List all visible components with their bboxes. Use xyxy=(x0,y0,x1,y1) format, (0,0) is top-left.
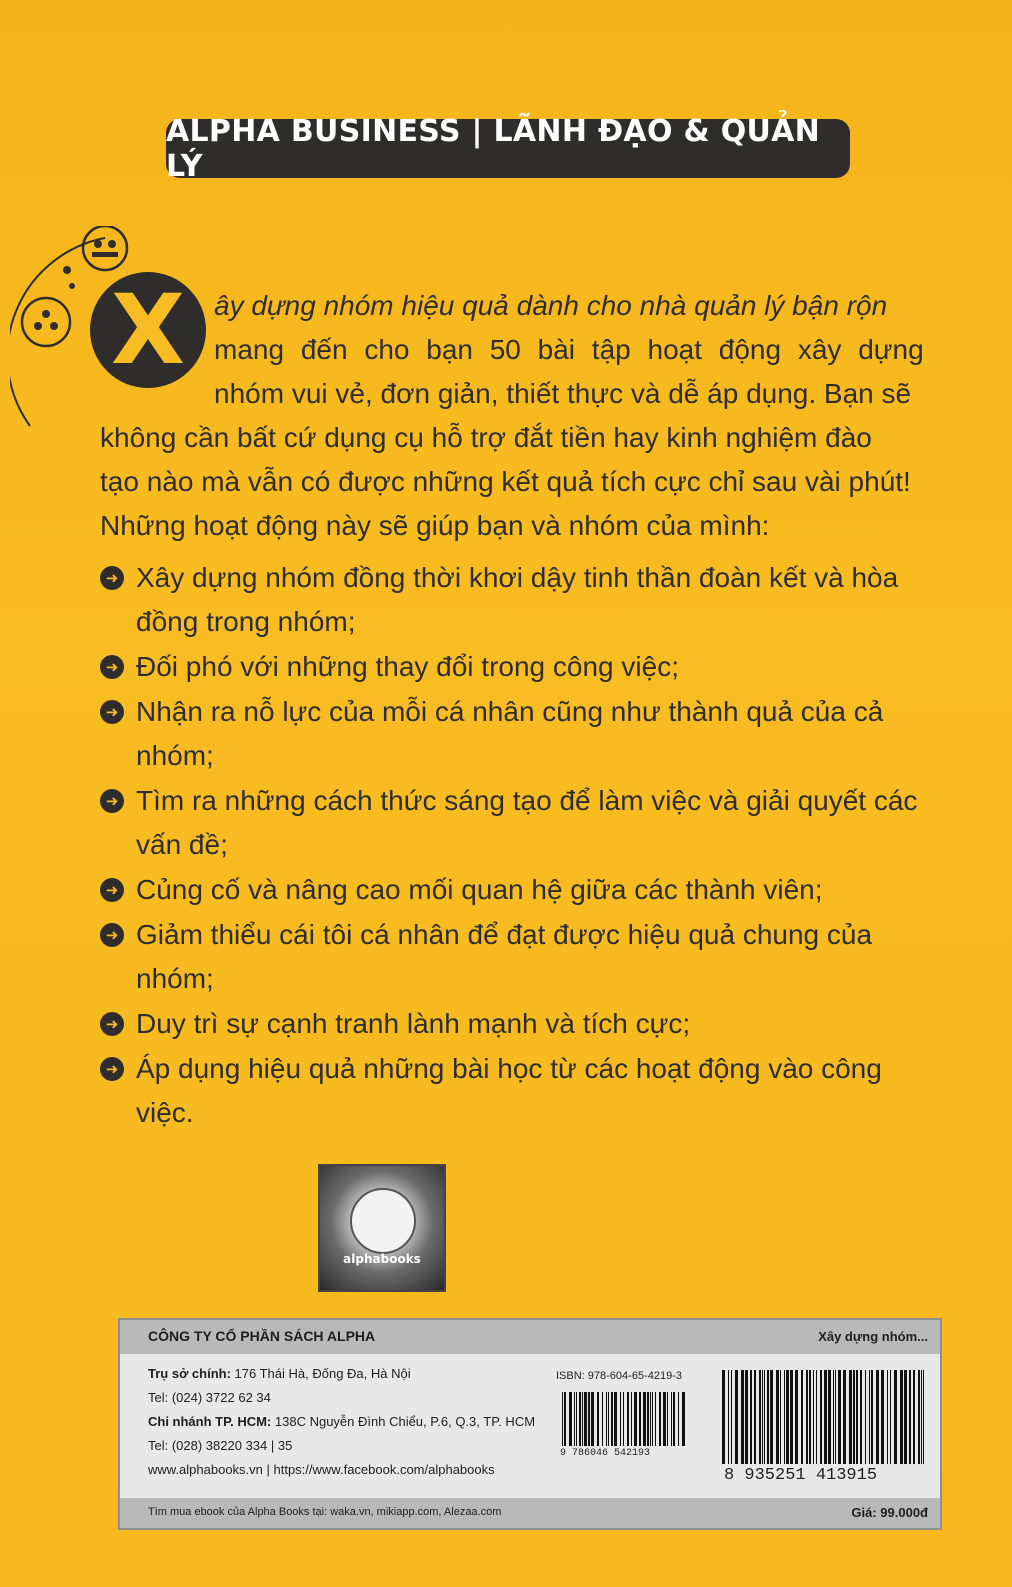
barcode-bar xyxy=(806,1370,808,1464)
arrow-right-icon: ➜ xyxy=(100,1057,124,1081)
barcode-bar xyxy=(835,1370,836,1464)
barcode-bar xyxy=(671,1392,672,1446)
barcode-bar xyxy=(767,1370,769,1464)
websites: www.alphabooks.vn | https://www.facebook.com/alphabooks xyxy=(148,1462,495,1477)
list-item: ➜ Giảm thiểu cái tôi cá nhân để đạt được hiệu quả chung của nhóm; xyxy=(100,913,920,1001)
intro-line-4: không cần bất cứ dụng cụ hỗ trợ đắt tiền hay kinh nghiệm đào xyxy=(100,422,872,453)
barcode-bar xyxy=(890,1370,891,1464)
barcode-bar xyxy=(602,1392,603,1446)
isbn: ISBN: 978-604-65-4219-3 xyxy=(556,1370,682,1382)
barcode-bar xyxy=(900,1370,903,1464)
ebook-note: Tìm mua ebook của Alpha Books tại: waka.vn, mikiapp.com, Alezaa.com xyxy=(148,1506,502,1518)
barcode-bar xyxy=(728,1370,729,1464)
barcode-bar xyxy=(735,1370,738,1464)
barcode-bar xyxy=(828,1370,831,1464)
branch-phone: Tel: (028) 38220 334 | 35 xyxy=(148,1438,293,1453)
barcode-bar xyxy=(876,1370,879,1464)
barcode-bar xyxy=(813,1370,814,1464)
barcode-bar xyxy=(843,1370,846,1464)
hq-address: Trụ sở chính: 176 Thái Hà, Đống Đa, Hà Nội xyxy=(148,1366,411,1381)
barcode-bar xyxy=(904,1370,907,1464)
barcode-bar xyxy=(608,1392,609,1446)
ean-barcode xyxy=(720,1370,926,1464)
barcode-bar xyxy=(741,1370,744,1464)
isbn-barcode xyxy=(560,1392,688,1446)
barcode-bar xyxy=(667,1392,668,1446)
list-item: ➜ Xây dựng nhóm đồng thời khơi dậy tinh thần đoàn kết và hòa đồng trong nhóm; xyxy=(100,556,920,644)
barcode-bar xyxy=(639,1392,641,1446)
branch-address: Chi nhánh TP. HCM: 138C Nguyễn Đình Chiểu, P.6, Q.3, TP. HCM xyxy=(148,1414,536,1429)
intro-line-5: tạo nào mà vẫn có được những kết quả tích cực chỉ sau vài phút! xyxy=(100,466,911,497)
arrow-right-icon: ➜ xyxy=(100,878,124,902)
barcode-bar xyxy=(606,1392,607,1446)
list-item: ➜ Nhận ra nỗ lực của mỗi cá nhân cũng như thành quả của cả nhóm; xyxy=(100,690,920,778)
barcode-bar xyxy=(780,1370,781,1464)
barcode-bar xyxy=(731,1370,732,1464)
barcode-bar xyxy=(923,1370,924,1464)
barcode-bar xyxy=(838,1370,841,1464)
barcode-bar xyxy=(816,1370,817,1464)
barcode-bar xyxy=(869,1370,870,1464)
barcode-bar xyxy=(634,1392,637,1446)
intro-line-2: mang đến cho bạn 50 bài tập hoạt động xây dựng xyxy=(214,334,924,365)
barcode-bar xyxy=(754,1370,756,1464)
alphabooks-hologram-logo xyxy=(318,1164,446,1292)
short-title: Xây dựng nhóm... xyxy=(818,1329,928,1344)
hq-phone: Tel: (024) 3722 62 34 xyxy=(148,1390,271,1405)
list-item: ➜ Áp dụng hiệu quả những bài học từ các hoạt động vào công việc. xyxy=(100,1047,920,1135)
barcode-bar xyxy=(770,1370,773,1464)
price: Giá: 99.000đ xyxy=(851,1505,928,1520)
barcode-bar xyxy=(849,1370,852,1464)
arrow-right-icon: ➜ xyxy=(100,923,124,947)
barcode-bar xyxy=(809,1370,811,1464)
barcode-bar xyxy=(678,1392,679,1446)
arrow-right-icon: ➜ xyxy=(100,566,124,590)
barcode-bar xyxy=(620,1392,621,1446)
barcode-bar xyxy=(790,1370,793,1464)
ean-barcode-number: 8 935251 413915 xyxy=(724,1466,878,1485)
barcode-bar xyxy=(745,1370,748,1464)
arrow-right-icon: ➜ xyxy=(100,1012,124,1036)
barcode-bar xyxy=(853,1370,855,1464)
list-item: ➜ Tìm ra những cách thức sáng tạo để làm việc và giải quyết các vấn đề; xyxy=(100,779,920,867)
arrow-right-icon: ➜ xyxy=(100,655,124,679)
barcode-bar xyxy=(795,1370,798,1464)
barcode-bar xyxy=(682,1392,685,1446)
barcode-bar xyxy=(659,1392,661,1446)
barcode-bar xyxy=(894,1370,897,1464)
barcode-bar xyxy=(784,1370,785,1464)
barcode-bar xyxy=(655,1392,656,1446)
barcode-bar xyxy=(750,1370,752,1464)
barcode-bar xyxy=(722,1370,725,1464)
barcode-bar xyxy=(865,1370,866,1464)
barcode-bar xyxy=(673,1392,675,1446)
barcode-bar xyxy=(824,1370,827,1464)
barcode-bar xyxy=(591,1392,594,1446)
barcode-bar xyxy=(597,1392,599,1446)
list-item: ➜ Duy trì sự cạnh tranh lành mạnh và tích cực; xyxy=(100,1002,920,1046)
barcode-bar xyxy=(643,1392,646,1446)
isbn-barcode-number: 9 786046 542193 xyxy=(560,1448,651,1459)
barcode-bar xyxy=(762,1370,763,1464)
barcode-bar xyxy=(909,1370,911,1464)
barcode-bar xyxy=(647,1392,649,1446)
globe-icon xyxy=(350,1188,416,1254)
barcode-bar xyxy=(564,1392,566,1446)
publisher-footer-bar xyxy=(120,1498,940,1528)
series-banner: ALPHA BUSINESS | LÃNH ĐẠO & QUẢN LÝ xyxy=(166,119,850,178)
barcode-bar xyxy=(764,1370,765,1464)
barcode-bar xyxy=(562,1392,563,1446)
barcode-bar xyxy=(627,1392,629,1446)
barcode-bar xyxy=(759,1370,761,1464)
barcode-bar xyxy=(611,1392,613,1446)
barcode-bar xyxy=(856,1370,858,1464)
barcode-bar xyxy=(576,1392,577,1446)
barcode-bar xyxy=(650,1392,651,1446)
barcode-bar xyxy=(614,1392,617,1446)
barcode-bar xyxy=(776,1370,779,1464)
barcode-bar xyxy=(582,1392,583,1446)
publisher-info-box xyxy=(118,1318,942,1530)
barcode-bar xyxy=(663,1392,666,1446)
barcode-bar xyxy=(887,1370,888,1464)
benefit-list xyxy=(100,556,920,1136)
barcode-bar xyxy=(786,1370,789,1464)
barcode-bar xyxy=(652,1392,653,1446)
barcode-bar xyxy=(574,1392,575,1446)
barcode-bar xyxy=(918,1370,920,1464)
barcode-bar xyxy=(579,1392,581,1446)
intro-line-3: nhóm vui vẻ, đơn giản, thiết thực và dễ áp dụng. Bạn sẽ xyxy=(214,378,912,409)
barcode-bar xyxy=(913,1370,915,1464)
barcode-bar xyxy=(584,1392,587,1446)
barcode-bar xyxy=(569,1392,572,1446)
arrow-right-icon: ➜ xyxy=(100,700,124,724)
barcode-bar xyxy=(881,1370,884,1464)
meeting-icon xyxy=(83,226,127,270)
intro-line-6: Những hoạt động này sẽ giúp bạn và nhóm của mình: xyxy=(100,510,770,541)
barcode-bar xyxy=(623,1392,624,1446)
list-item: ➜ Củng cố và nâng cao mối quan hệ giữa các thành viên; xyxy=(100,868,920,912)
barcode-bar xyxy=(871,1370,873,1464)
drop-cap: X xyxy=(90,272,206,388)
barcode-bar xyxy=(833,1370,834,1464)
barcode-bar xyxy=(820,1370,822,1464)
barcode-bar xyxy=(921,1370,922,1464)
barcode-bar xyxy=(860,1370,862,1464)
intro-line-1: ây dựng nhóm hiệu quả dành cho nhà quản lý bận rộn xyxy=(214,290,888,321)
list-item: ➜ Đối phó với những thay đổi trong công việc; xyxy=(100,645,920,689)
group-icon xyxy=(22,298,70,346)
arrow-right-icon: ➜ xyxy=(100,789,124,813)
barcode-bar xyxy=(588,1392,590,1446)
barcode-bar xyxy=(801,1370,803,1464)
logo-brand: alphabooks xyxy=(343,1252,421,1266)
barcode-bar xyxy=(631,1392,632,1446)
company-name: CÔNG TY CỔ PHẦN SÁCH ALPHA xyxy=(148,1328,376,1344)
publisher-header xyxy=(120,1320,940,1354)
